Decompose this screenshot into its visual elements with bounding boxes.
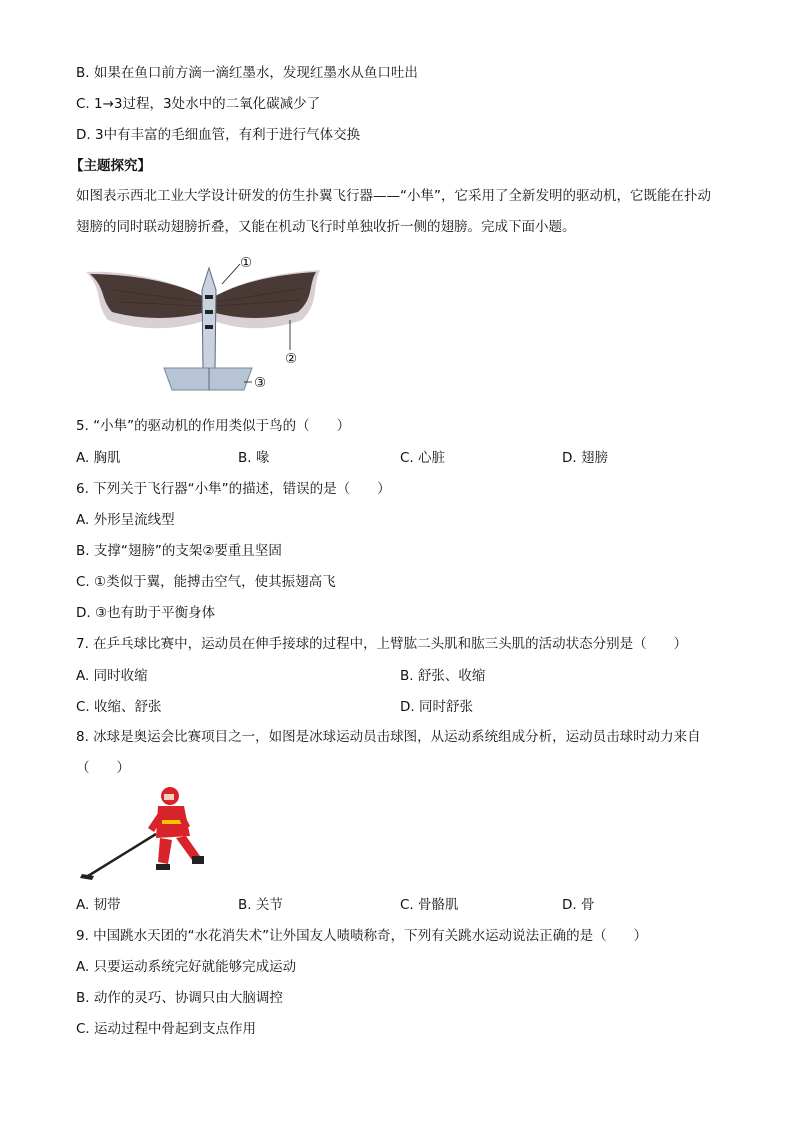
q5-option-c: C. 心脏	[400, 450, 446, 466]
q5-option-a: A. 胸肌	[76, 450, 121, 466]
tail	[164, 368, 252, 390]
q5-option-d: D. 翅膀	[562, 450, 608, 466]
q4-option-b: B. 如果在鱼口前方滴一滴红墨水，发现红墨水从鱼口吐出	[76, 65, 418, 81]
q6-stem: 6. 下列关于飞行器“小隼”的描述，错误的是（ ）	[76, 481, 391, 497]
q9-option-b: B. 动作的灵巧、协调只由大脑调控	[76, 990, 283, 1006]
hockey-player-figure	[80, 784, 220, 884]
q7-stem: 7. 在乒乓球比赛中，运动员在伸手接球的过程中，上臂肱二头肌和肱三头肌的活动状态分别是（ ）	[76, 636, 688, 652]
q5-option-b: B. 喙	[238, 450, 270, 466]
q8-option-c: C. 骨骼肌	[400, 897, 459, 913]
figure-label-3: ③	[254, 375, 267, 391]
q7-option-d: D. 同时舒张	[400, 699, 473, 715]
q9-option-a: A. 只要运动系统完好就能够完成运动	[76, 959, 297, 975]
q8-option-b: B. 关节	[238, 897, 283, 913]
q9-option-c: C. 运动过程中骨起到支点作用	[76, 1021, 257, 1037]
q7-option-a: A. 同时收缩	[76, 668, 148, 684]
q4-option-d: D. 3中有丰富的毛细血管，有利于进行气体交换	[76, 127, 361, 143]
fuselage	[202, 268, 216, 368]
q8-option-d: D. 骨	[562, 897, 595, 913]
q6-option-c: C. ①类似于翼，能搏击空气，使其振翅高飞	[76, 574, 336, 590]
hockey-stick	[88, 834, 156, 876]
q6-option-d: D. ③也有助于平衡身体	[76, 605, 216, 621]
q7-option-c: C. 收缩、舒张	[76, 699, 162, 715]
q8-stem: 8. 冰球是奥运会比赛项目之一，如图是冰球运动员击球图，从运动系统组成分析，运动员击球时动力来自（ ）	[76, 729, 701, 776]
q6-option-a: A. 外形呈流线型	[76, 512, 175, 528]
q8-option-a: A. 韧带	[76, 897, 121, 913]
q7-option-b: B. 舒张、收缩	[400, 668, 486, 684]
theme-heading: 【主题探究】	[70, 158, 151, 174]
figure-label-2: ②	[285, 351, 298, 367]
figure-label-1: ①	[240, 255, 253, 271]
q9-stem: 9. 中国跳水天团的“水花消失术”让外国友人啧啧称奇，下列有关跳水运动说法正确的是（ ）	[76, 928, 648, 944]
ornithopter-figure	[84, 250, 324, 398]
q6-option-b: B. 支撑“翅膀”的支架②要重且坚固	[76, 543, 282, 559]
q4-option-c: C. 1→3过程，3处水中的二氧化碳减少了	[76, 96, 321, 112]
theme-intro: 如图表示西北工业大学设计研发的仿生扑翼飞行器——“小隼”，它采用了全新发明的驱动机，它既能在扑动翅膀的同时联动翅膀折叠，又能在机动飞行时单独收折一侧的翅膀。完成下面小题。	[76, 188, 711, 235]
q5-stem: 5. “小隼”的驱动机的作用类似于鸟的（ ）	[76, 418, 351, 434]
